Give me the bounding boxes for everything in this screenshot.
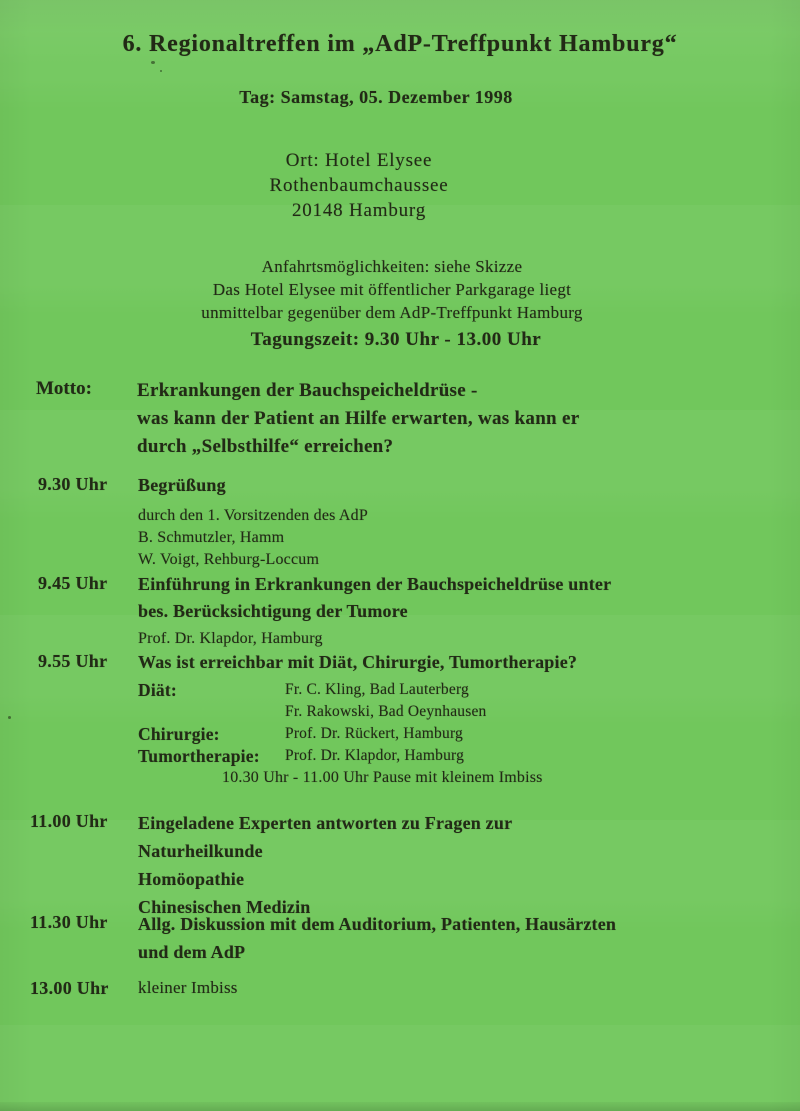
schedule-entry-title — [138, 910, 758, 966]
motto-line: was kann der Patient an Hilfe erwarten, was kann er — [137, 408, 580, 429]
pause-note: 10.30 Uhr - 11.00 Uhr Pause mit kleinem Imbiss — [222, 769, 543, 786]
schedule-time: 13.00 Uhr — [30, 978, 109, 998]
scan-speck — [160, 70, 162, 72]
directions-block — [0, 255, 792, 324]
directions-line: unmittelbar gegenüber dem AdP-Treffpunkt Hamburg — [201, 303, 583, 322]
schedule-entry — [138, 472, 758, 571]
detail-line: W. Voigt, Rehburg-Loccum — [138, 551, 320, 568]
schedule-time: 9.30 Uhr — [38, 474, 108, 494]
schedule-entry-title — [138, 571, 758, 625]
schedule-entry-text: kleiner Imbiss — [138, 978, 238, 997]
schedule-time: 9.45 Uhr — [38, 573, 108, 593]
speaker-table-value: Prof. Dr. Rückert, Hamburg — [285, 725, 463, 742]
speaker-table-label: Diät: — [138, 680, 177, 700]
speaker-table-label: Tumortherapie: — [138, 746, 260, 766]
schedule-entry-title: Begrüßung — [138, 475, 226, 495]
location-line: 20148 Hamburg — [291, 200, 427, 221]
schedule-entry-title: Was ist erreichbar mit Diät, Chirurgie, Tumortherapie? — [138, 652, 578, 672]
schedule-entry — [138, 910, 758, 966]
location-line: Ort: Hotel Elysee — [285, 150, 433, 171]
detail-line: B. Schmutzler, Hamm — [138, 529, 285, 546]
schedule-entry-details — [138, 505, 758, 571]
location-block — [0, 148, 759, 223]
schedule-entry — [138, 809, 758, 921]
schedule-time: 11.30 Uhr — [30, 912, 108, 932]
detail-line: Prof. Dr. Klapdor, Hamburg — [138, 630, 323, 647]
schedule-entry-details — [138, 628, 758, 650]
title-line: Homöopathie — [138, 869, 245, 889]
session-time: Tagungszeit: 9.30 Uhr - 13.00 Uhr — [250, 329, 542, 350]
schedule-entry — [138, 571, 758, 650]
motto-line: Erkrankungen der Bauchspeicheldrüse - — [137, 380, 478, 401]
paper-bottom-edge — [0, 1102, 800, 1111]
title-line: Einführung in Erkrankungen der Bauchspeicheldrüse unter — [138, 574, 612, 594]
title-line: Chinesischen Medizin — [138, 897, 311, 917]
location-line: Rothenbaumchaussee — [269, 175, 449, 196]
title-line: bes. Berücksichtigung der Tumore — [138, 601, 408, 621]
speaker-table-value: Fr. Rakowski, Bad Oeynhausen — [285, 703, 487, 720]
schedule-entry-title — [138, 809, 758, 921]
speaker-table-value: Prof. Dr. Klapdor, Hamburg — [285, 747, 465, 764]
schedule-entry — [138, 649, 758, 767]
motto-line: durch „Selbsthilfe“ erreichen? — [137, 436, 394, 457]
date-line: Tag: Samstag, 05. Dezember 1998 — [239, 87, 513, 107]
speaker-table-value: Fr. C. Kling, Bad Lauterberg — [285, 681, 469, 698]
title-line: Allg. Diskussion mit dem Auditorium, Patienten, Hausärzten — [138, 914, 617, 934]
speaker-table — [138, 679, 758, 767]
page-title: 6. Regionaltreffen im „AdP-Treffpunkt Hamburg“ — [122, 31, 678, 57]
title-line: und dem AdP — [138, 942, 246, 962]
title-line: Naturheilkunde — [138, 841, 263, 861]
motto-text — [137, 377, 737, 461]
schedule-time: 11.00 Uhr — [30, 811, 108, 831]
title-line: Eingeladene Experten antworten zu Fragen zur — [138, 813, 513, 833]
motto-label: Motto: — [36, 378, 92, 399]
scan-speck — [151, 61, 155, 64]
directions-line: Das Hotel Elysee mit öffentlicher Parkgarage liegt — [212, 280, 572, 299]
scan-speck — [8, 716, 11, 719]
speaker-table-label: Chirurgie: — [138, 724, 220, 744]
detail-line: durch den 1. Vorsitzenden des AdP — [138, 507, 368, 524]
schedule-time: 9.55 Uhr — [38, 651, 108, 671]
directions-line: Anfahrtsmöglichkeiten: siehe Skizze — [261, 257, 523, 276]
speaker-table-label — [138, 701, 285, 723]
